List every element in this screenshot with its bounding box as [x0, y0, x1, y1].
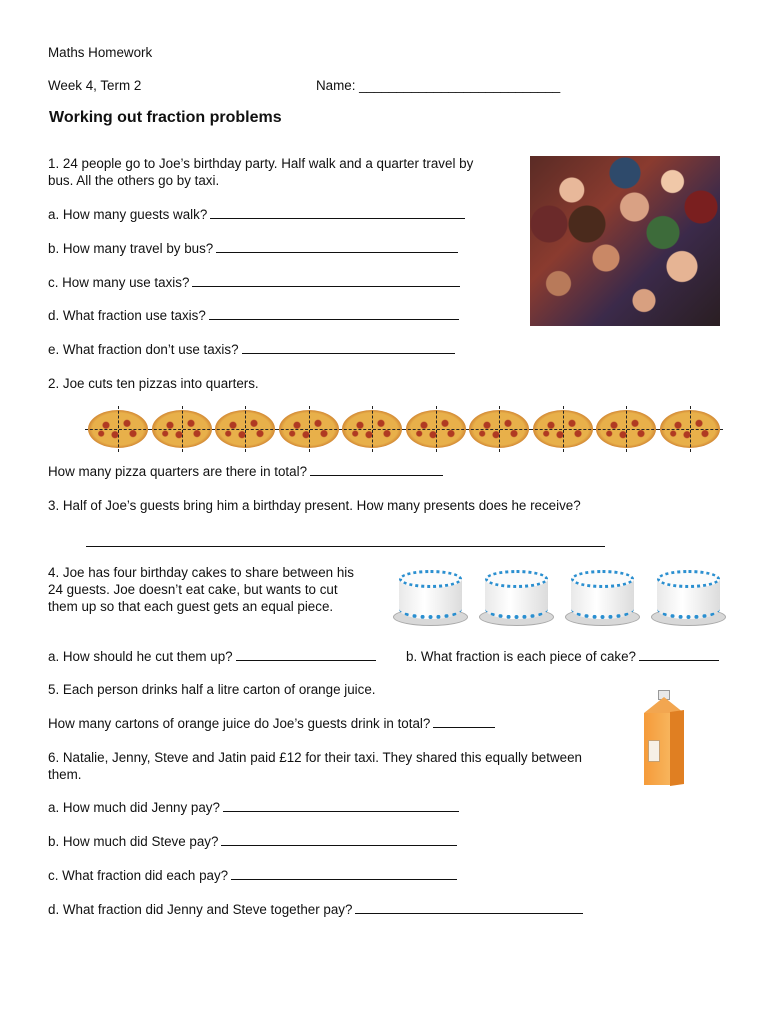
- q5-question: How many cartons of orange juice do Joe’s guests drink in total?: [48, 716, 431, 731]
- q2-question-row: [48, 463, 443, 480]
- cake-row: [393, 566, 726, 626]
- pizza-icon: [596, 410, 656, 448]
- q6c-row: [48, 867, 457, 884]
- cake-icon: [393, 566, 468, 626]
- subject-label: Maths Homework: [48, 45, 153, 60]
- q2-question: How many pizza quarters are there in total?: [48, 464, 308, 479]
- q1b-label: b. How many travel by bus?: [48, 241, 214, 256]
- q3-text: 3. Half of Joe’s guests bring him a birthday present. How many presents does he receive?: [48, 498, 581, 513]
- pizza-icon: [279, 410, 339, 448]
- q6d-answer-line: [355, 901, 583, 914]
- cake-icon: [479, 566, 554, 626]
- pizza-icon: [152, 410, 212, 448]
- q1a-row: [48, 206, 465, 223]
- q1e-answer-line: [242, 341, 455, 354]
- q1a-answer-line: [210, 206, 465, 219]
- page-title: Working out fraction problems: [49, 109, 282, 126]
- pizza-icon: [469, 410, 529, 448]
- q1e-row: [48, 341, 455, 358]
- pizza-icon: [215, 410, 275, 448]
- q4a-row: [48, 648, 376, 665]
- q6c-answer-line: [231, 867, 457, 880]
- q1-text: 1. 24 people go to Joe’s birthday party. Half walk and a quarter travel by bus. All the others go by taxi.: [48, 156, 474, 188]
- pizza-row: [88, 410, 720, 448]
- name-field: Name: ___________________________: [316, 78, 561, 93]
- q2-text: 2. Joe cuts ten pizzas into quarters.: [48, 376, 259, 391]
- q1d-answer-line: [209, 307, 459, 320]
- q1c-label: c. How many use taxis?: [48, 275, 190, 290]
- q5-answer-line: [433, 715, 495, 728]
- q4-text: 4. Joe has four birthday cakes to share between his 24 guests. Joe doesn’t eat cake, but wants to cut them up so that each guest gets an equal piece.: [48, 565, 354, 614]
- q4a-answer-line: [236, 648, 376, 661]
- q6-text: 6. Natalie, Jenny, Steve and Jatin paid £12 for their taxi. They shared this equally between them.: [48, 750, 582, 782]
- week-label: Week 4, Term 2: [48, 78, 142, 93]
- q3-answer-line: [86, 546, 605, 547]
- q6a-row: [48, 799, 459, 816]
- q1e-label: e. What fraction don’t use taxis?: [48, 342, 239, 357]
- q6a-answer-line: [223, 799, 459, 812]
- pizza-icon: [660, 410, 720, 448]
- q6b-row: [48, 833, 457, 850]
- q1d-row: [48, 307, 459, 324]
- q2-answer-line: [310, 463, 443, 476]
- pizza-icon: [406, 410, 466, 448]
- q6d-label: d. What fraction did Jenny and Steve together pay?: [48, 902, 353, 917]
- q4a-label: a. How should he cut them up?: [48, 649, 233, 664]
- q6d-row: [48, 901, 583, 918]
- pizza-icon: [533, 410, 593, 448]
- cake-icon: [565, 566, 640, 626]
- pizza-icon: [88, 410, 148, 448]
- q1b-row: [48, 240, 458, 257]
- q4b-answer-line: [639, 648, 719, 661]
- q6b-label: b. How much did Steve pay?: [48, 834, 219, 849]
- q1a-label: a. How many guests walk?: [48, 207, 208, 222]
- q1b-answer-line: [216, 240, 458, 253]
- party-photo: [530, 156, 720, 326]
- q1c-answer-line: [192, 274, 460, 287]
- q6b-answer-line: [221, 833, 457, 846]
- q5-question-row: [48, 715, 495, 732]
- q5-text: 5. Each person drinks half a litre carton of orange juice.: [48, 682, 376, 697]
- q6a-label: a. How much did Jenny pay?: [48, 800, 220, 815]
- q1c-row: [48, 274, 460, 291]
- cake-icon: [651, 566, 726, 626]
- q4b-label: b. What fraction is each piece of cake?: [406, 649, 636, 664]
- q1d-label: d. What fraction use taxis?: [48, 308, 206, 323]
- q4b-row: [406, 648, 719, 665]
- q6c-label: c. What fraction did each pay?: [48, 868, 229, 883]
- pizza-icon: [342, 410, 402, 448]
- juice-carton-image: [642, 690, 688, 788]
